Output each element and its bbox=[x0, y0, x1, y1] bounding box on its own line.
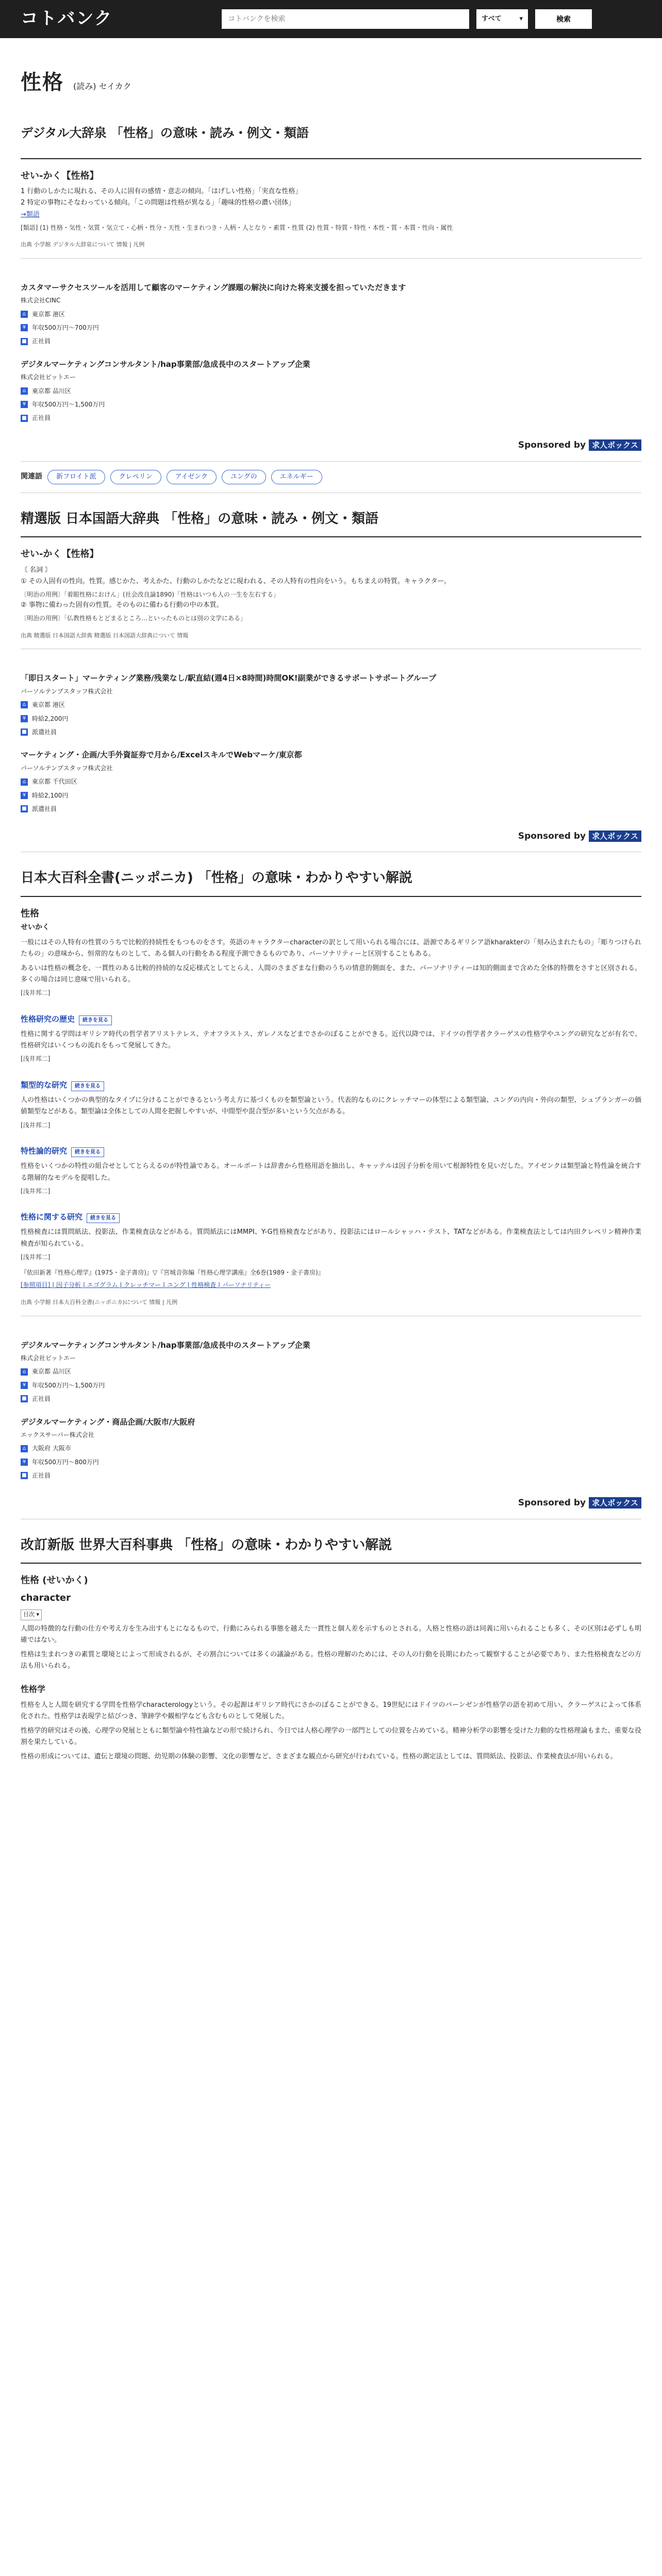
sponsored-by bbox=[21, 1496, 641, 1511]
sponsored-by bbox=[21, 438, 641, 453]
job-ad-location: 東京都 港区 bbox=[32, 310, 65, 318]
definition-2: ② 事物に備わった固有の性質。そのものに備わる行動の中の本質。 bbox=[21, 601, 223, 609]
job-ad-title[interactable]: デジタルマーケティング・商品企画/大阪市/大阪府 bbox=[21, 1417, 195, 1427]
author-note: [浅井邦二] bbox=[21, 1253, 51, 1261]
related-chip[interactable]: 新フロイト派 bbox=[47, 470, 105, 484]
toc-label: 目次 bbox=[23, 1611, 35, 1618]
employment-icon: ■ bbox=[21, 728, 28, 736]
source-note: 出典 小学館 日本大百科全書(ニッポニカ)について 情報 | 凡例 bbox=[21, 1298, 178, 1306]
job-ad-title[interactable]: マーケティング・企画/大手外資証券で月から/ExcelスキルでWebマーケ/東京都 bbox=[21, 750, 302, 760]
sponsored-by bbox=[21, 829, 641, 844]
references: 『依田新著『性格心理学』(1975・金子書房)』▽『宮城音弥編『性格心理学講座』全6巻(1989・金子書房)』 bbox=[21, 1269, 324, 1277]
sponsor-label: Sponsored by bbox=[518, 439, 586, 450]
subsection-label: 性格に関する研究 bbox=[21, 1212, 83, 1222]
chevron-down-icon: ▾ bbox=[519, 14, 523, 23]
job-ad-type: 正社員 bbox=[32, 1395, 51, 1403]
job-ad-title[interactable]: カスタマーサクセスツールを活用して顧客のマーケティング課題の解決に向けた将来支援を担っていただきます bbox=[21, 282, 406, 292]
salary-icon: ¥ bbox=[21, 324, 28, 331]
read-more-button[interactable]: 続きを見る bbox=[79, 1015, 112, 1025]
job-ad-title[interactable]: 「即日スタート」マーケティング業務/残業なし/駅直結(週4日×8時間)時間OK!副業ができるサポートサポートグループ bbox=[21, 673, 437, 683]
nipponica-heading: 日本大百科全書(ニッポニカ) 「性格」の意味・わかりやすい解説 bbox=[21, 870, 412, 886]
site-header bbox=[0, 0, 662, 38]
job-ad-company: 株式会社CINC bbox=[21, 297, 61, 304]
heibonsha-headword: 性格 (せいかく) bbox=[21, 1574, 88, 1586]
sponsor-label: Sponsored by bbox=[518, 1497, 586, 1508]
author-note: [浅井邦二] bbox=[21, 989, 51, 997]
location-icon: ⌂ bbox=[21, 778, 28, 786]
subsection-label: 特性論的研究 bbox=[21, 1146, 68, 1156]
paragraph: 性格をいくつかの特性の組合せとしてとらえるのが特性論である。オールポートは辞書から性格用語を抽出し、キャッテルは因子分析を用いて根源特性を見いだした。アイゼンクは類型論と特性論を統合する階層的なモデルを提唱した。 bbox=[21, 1162, 641, 1182]
paragraph: 性格の形成については、遺伝と環境の問題、幼児期の体験の影響、文化の影響など、さまざまな観点から研究が行われている。性格の測定法としては、質問紙法、投影法、作業検査法が用いられる。 bbox=[21, 1752, 617, 1760]
job-ad-location: 東京都 港区 bbox=[32, 701, 65, 709]
related-chip[interactable]: エネルギー bbox=[271, 470, 322, 484]
paragraph: 人の性格はいくつかの典型的なタイプに分けることができるという考え方に基づくものを類型論という。代表的なものにクレッチマーの体型による類型論、ユングの内向・外向の類型、シュプランガーの価値類型などがある。類型論は全体としての人間を把握しやすいが、中間型や混合型が多いという欠点がある。 bbox=[21, 1096, 641, 1116]
location-icon: ⌂ bbox=[21, 387, 28, 395]
divider bbox=[21, 158, 641, 159]
job-ad-type: 派遣社員 bbox=[32, 805, 57, 813]
job-ad-company: エックスサーバー株式会社 bbox=[21, 1431, 94, 1439]
location-icon: ⌂ bbox=[21, 701, 28, 708]
read-more-button[interactable]: 続きを見る bbox=[71, 1147, 104, 1157]
author-note: [浅井邦二] bbox=[21, 1187, 51, 1195]
job-ad-location: 東京都 千代田区 bbox=[32, 778, 77, 786]
title-reading: (読み) セイカク bbox=[73, 81, 131, 91]
related-chip[interactable]: アイゼンク bbox=[167, 470, 217, 484]
job-ad-type: 正社員 bbox=[32, 1472, 51, 1480]
divider bbox=[21, 258, 641, 259]
paragraph: 性格は生まれつきの素質と環境とによって形成されるが、その割合については多くの議論がある。性格の理解のためには、その人の行動を長期にわたって観察することが必要であり、また性格検査などの方法も用いられる。 bbox=[21, 1651, 641, 1670]
nipponica-reading: せいかく bbox=[21, 923, 49, 932]
related-chip[interactable]: クレペリン bbox=[110, 470, 161, 484]
daijisen-headword: せい‐かく【性格】 bbox=[21, 170, 99, 181]
english-term: character bbox=[21, 1592, 71, 1604]
ruigo-list: [類語] (1) 性格・気性・気質・気立て・心柄・性分・天性・生まれつき・人柄・人となり・素質・性質 (2) 性質・特質・特性・本性・質・本質・性向・属性 bbox=[21, 224, 453, 231]
location-icon: ⌂ bbox=[21, 1368, 28, 1376]
search-scope-label: すべて bbox=[482, 14, 502, 23]
nikkoku-heading: 精選版 日本国語大辞典 「性格」の意味・読み・例文・類語 bbox=[21, 511, 379, 527]
job-ad-pay: 年収500万円〜700万円 bbox=[32, 324, 99, 332]
paragraph: 一般にはその人特有の性質のうちで比較的持続性をもつものをさす。英語のキャラクターcharacterの訳として用いられる場合には、語源であるギリシア語kharakterの「刻み込まれたもの」「彫りつけられたもの」の意味から、恒常的なものとして、ある個人の行動をある程度予測できるものであり、パーソナリティーと区別することもある。 bbox=[21, 938, 641, 958]
job-ad-block bbox=[21, 657, 641, 818]
location-icon: ⌂ bbox=[21, 311, 28, 318]
author-note: [浅井邦二] bbox=[21, 1121, 51, 1129]
site-logo[interactable]: コトバンク bbox=[21, 8, 113, 29]
nipponica-headword: 性格 bbox=[21, 908, 39, 919]
paragraph: あるいは性格の概念を、一貫性のある比較的持続的な反応様式としてとらえ、人間のさまざまな行動のうちの情意的側面を、また、パーソナリティーは知的側面まで含めた全体的特徴をさすと区別される。多くの場合は同じ意味で用いられる。 bbox=[21, 964, 641, 984]
employment-icon: ■ bbox=[21, 338, 28, 345]
read-more-button[interactable]: 続きを見る bbox=[71, 1081, 104, 1091]
definition-1: 1 行動のしかたに現れる、その人に固有の感情・意志の傾向。「はげしい性格」「実直な性格」 bbox=[21, 188, 302, 196]
salary-icon: ¥ bbox=[21, 401, 28, 408]
job-ad-location: 東京都 品川区 bbox=[32, 1368, 71, 1376]
job-ad-company: 株式会社ビットエー bbox=[21, 374, 76, 381]
page-title bbox=[21, 65, 641, 100]
paragraph: 性格に関する学問はギリシア時代の哲学者アリストテレス、テオフラストス、ガレノスなどまでさかのぼることができる。近代以降では、ドイツの哲学者クラーゲスの性格学やユングの研究などが有名で、性格研究はいくつもの流れをもって発展してきた。 bbox=[21, 1030, 641, 1050]
job-ad-company: パーソルテンプスタッフ株式会社 bbox=[21, 764, 113, 772]
subsection-title bbox=[21, 1211, 641, 1224]
divider bbox=[21, 896, 641, 897]
subsection-title bbox=[21, 1145, 641, 1158]
heibonsha-heading: 改訂新版 世界大百科事典 「性格」の意味・わかりやすい解説 bbox=[21, 1537, 392, 1553]
toc-select[interactable] bbox=[21, 1609, 42, 1620]
job-ad-location: 東京都 品川区 bbox=[32, 387, 71, 395]
search-input[interactable] bbox=[222, 9, 469, 29]
job-ad-company: パーソルテンプスタッフ株式会社 bbox=[21, 687, 113, 695]
related-words bbox=[21, 470, 641, 484]
definition-2: 2 特定の事物にそなわっている傾向。「この問題は性格が異なる」「趣味的性格の濃い団体」 bbox=[21, 199, 295, 207]
ruigo-link[interactable]: →類語 bbox=[21, 210, 40, 218]
sponsor-brand[interactable]: 求人ボックス bbox=[589, 439, 641, 451]
employment-icon: ■ bbox=[21, 1395, 28, 1402]
paragraph: 人間の特徴的な行動の仕方や考え方を生み出すもとになるもので、行動にみられる事態を越えた一貫性と個人差を示すものとされる。人格と性格の語は同義に用いられることも多く、その区別は必ずしも明確ではない。 bbox=[21, 1625, 641, 1645]
subsection-title bbox=[21, 1013, 641, 1026]
paragraph: 性格学的研究はその後、心理学の発展とともに類型論や特性論などの形で続けられ、今日では人格心理学の一部門としての位置を占めている。精神分析学の影響を受けた力動的な性格理論もまた、重要な役割を果たしている。 bbox=[21, 1726, 642, 1746]
source-note: 出典 精選版 日本国語大辞典 精選版 日本国語大辞典について 情報 bbox=[21, 632, 189, 639]
paragraph: 性格検査には質問紙法、投影法、作業検査法などがある。質問紙法にはMMPI、Y-G性格検査などがあり、投影法にはロールシャッハ・テスト、TATなどがある。作業検査法としては内田クレペリン精神作業検査が知られている。 bbox=[21, 1228, 641, 1248]
salary-icon: ¥ bbox=[21, 715, 28, 722]
title-word: 性格 bbox=[21, 71, 64, 94]
job-ad-company: 株式会社ビットエー bbox=[21, 1354, 76, 1362]
pos-tag: 〘 名詞 〙 bbox=[21, 566, 52, 574]
job-ad-block bbox=[21, 1325, 641, 1485]
subsection-title bbox=[21, 1079, 641, 1092]
employment-icon: ■ bbox=[21, 805, 28, 812]
location-icon: ⌂ bbox=[21, 1445, 28, 1452]
sponsor-brand[interactable]: 求人ボックス bbox=[589, 1497, 641, 1509]
chevron-down-icon: ▾ bbox=[36, 1611, 40, 1618]
job-ad-type: 正社員 bbox=[32, 414, 51, 422]
employment-icon: ■ bbox=[21, 1472, 28, 1479]
source-note: 出典 小学館 デジタル大辞泉について 情報 | 凡例 bbox=[21, 241, 145, 248]
search-button[interactable]: 検索 bbox=[535, 9, 592, 29]
sponsor-brand[interactable]: 求人ボックス bbox=[589, 831, 641, 842]
sponsor-label: Sponsored by bbox=[518, 831, 586, 841]
search-scope-select[interactable] bbox=[476, 9, 528, 29]
author-note: [浅井邦二] bbox=[21, 1055, 51, 1063]
quotation-1: 〔明治の用例〕「着眼性格におけん」(社会改良論1890)「性格はいつも人の一生を左右する」 bbox=[21, 590, 279, 598]
nikkoku-headword: せい‐かく【性格】 bbox=[21, 549, 99, 560]
quotation-2: 〔明治の用例〕「仏教性格もとどまるところ…といったものとは別の文学にある」 bbox=[21, 615, 247, 622]
job-ad-pay: 時給2,200円 bbox=[32, 715, 69, 722]
divider bbox=[21, 461, 641, 462]
divider bbox=[21, 536, 641, 537]
subsection-label: 性格研究の歴史 bbox=[21, 1014, 75, 1024]
job-ad-block bbox=[21, 267, 641, 428]
job-ad-title[interactable]: デジタルマーケティングコンサルタント/hap事業部/急成長中のスタートアップ企業 bbox=[21, 1340, 310, 1350]
job-ad-title[interactable]: デジタルマーケティングコンサルタント/hap事業部/急成長中のスタートアップ企業 bbox=[21, 359, 310, 369]
daijisen-heading: デジタル大辞泉 「性格」の意味・読み・例文・類語 bbox=[21, 126, 309, 140]
salary-icon: ¥ bbox=[21, 792, 28, 799]
subsection-title: 性格学 bbox=[21, 1684, 46, 1694]
salary-icon: ¥ bbox=[21, 1382, 28, 1389]
job-ad-location: 大阪府 大阪市 bbox=[32, 1445, 71, 1452]
definition-1: ① その人固有の性向。性質。感じかた、考えかた、行動のしかたなどに現われる、その人特有の性向をいう。もちまえの特質。キャラクター。 bbox=[21, 577, 451, 585]
read-more-button[interactable]: 続きを見る bbox=[87, 1213, 120, 1223]
paragraph: 性格を人と人間を研究する学問を性格学characterologyという。その起源はギリシア時代にさかのぼることができる。19世紀にはドイツのバーンゼンが性格学の語を初めて用い、クラーゲスによって体系化された。性格学は表現学と結びつき、筆跡学や観相学なども含むものとして発展した。 bbox=[21, 1701, 641, 1720]
job-ad-type: 派遣社員 bbox=[32, 728, 57, 736]
divider bbox=[21, 1563, 641, 1564]
subsection-label: 類型的な研究 bbox=[21, 1080, 68, 1090]
salary-icon: ¥ bbox=[21, 1459, 28, 1466]
job-ad-pay: 時給2,100円 bbox=[32, 791, 69, 799]
reference-links[interactable]: [参照項目] | 因子分析 | エゴグラム | クレッチマー | ユング | 性格検査 | パーソナリティー bbox=[21, 1281, 271, 1289]
job-ad-pay: 年収500万円〜1,500万円 bbox=[32, 1381, 105, 1389]
job-ad-type: 正社員 bbox=[32, 337, 51, 345]
related-label: 関連語 bbox=[21, 472, 42, 481]
job-ad-pay: 年収500万円〜800万円 bbox=[32, 1458, 99, 1466]
job-ad-pay: 年収500万円〜1,500万円 bbox=[32, 401, 105, 409]
related-chip[interactable]: ユングの bbox=[222, 470, 266, 484]
employment-icon: ■ bbox=[21, 415, 28, 422]
